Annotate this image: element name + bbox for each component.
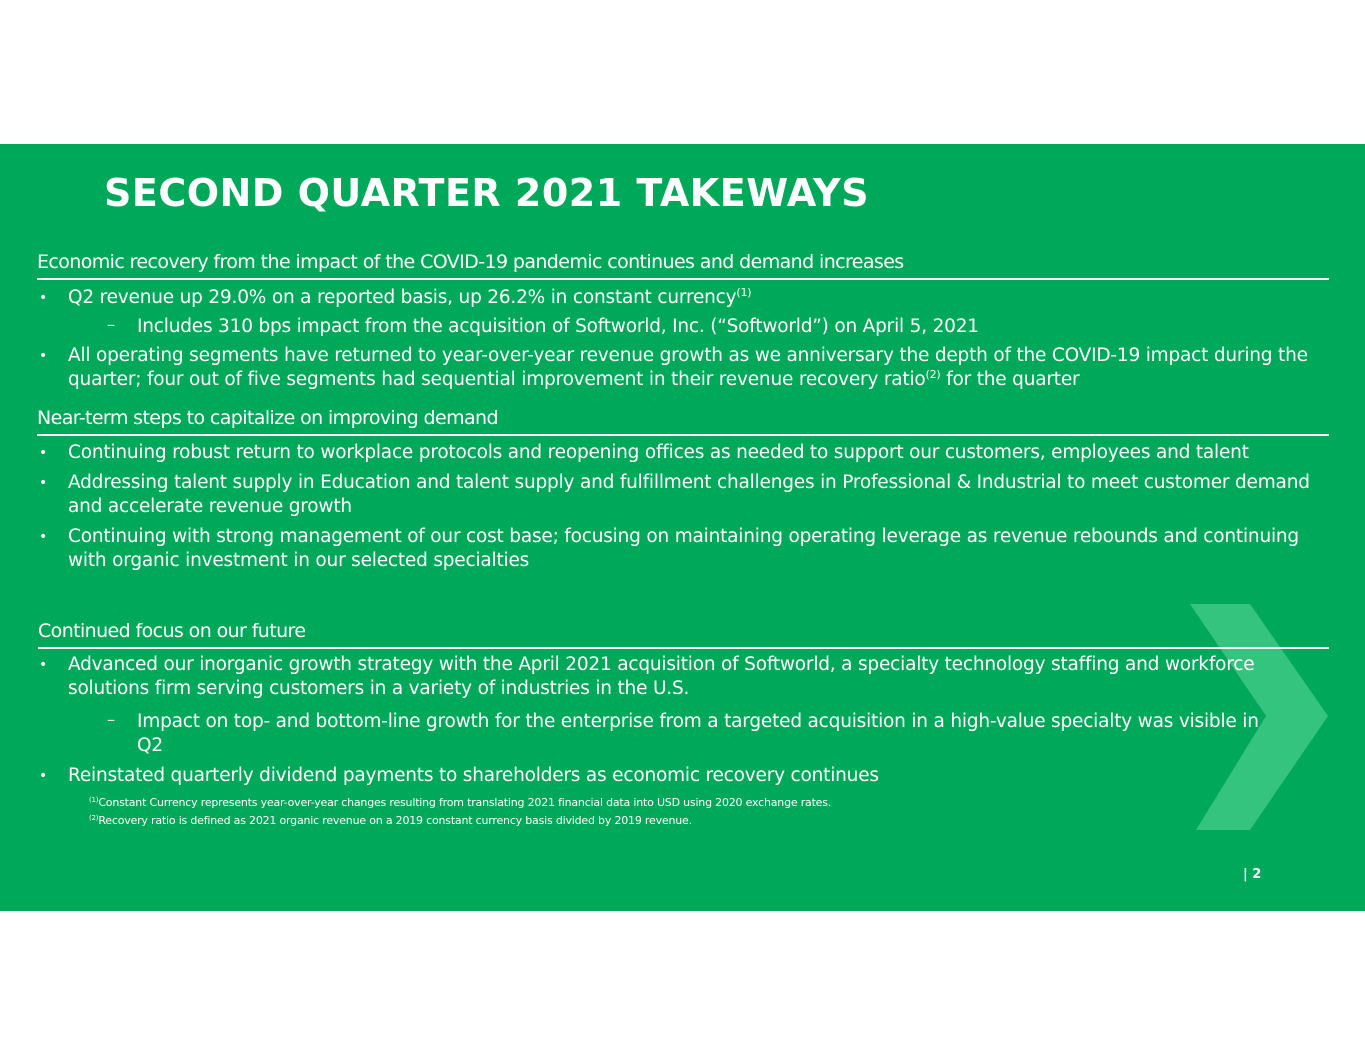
footnote-1 xyxy=(89,796,831,809)
bullet-text-tail: for the quarter xyxy=(940,369,1080,390)
bullet-icon: • xyxy=(39,657,48,673)
section-list-economic-recovery xyxy=(37,286,1327,392)
sub-list-item xyxy=(37,315,1327,339)
bullet-text: Advanced our inorganic growth strategy with the April 2021 acquisition of Softworld, a specialty technology staffing and workforce solutions firm serving customers in a variety of industries in the U.S. xyxy=(68,654,1255,699)
bullet-icon: • xyxy=(39,290,48,306)
footnote-text: Constant Currency represents year-over-year changes resulting from translating 2021 financial data into USD using 2020 exchange rates. xyxy=(98,796,832,809)
dash-icon: – xyxy=(107,710,115,729)
bullet-icon: • xyxy=(39,768,48,784)
sub-list-item xyxy=(37,710,1327,758)
page-number: | 2 xyxy=(1243,867,1262,882)
bullet-text: All operating segments have returned to year-over-year revenue growth as we anniversary the depth of the COVID-19 impact during the quarter; four out of five segments had sequential improvement in their revenue recovery ratio xyxy=(68,345,1308,390)
footnote-marker: (1) xyxy=(89,796,99,804)
list-item xyxy=(37,441,1327,465)
section-heading-economic-recovery: Economic recovery from the impact of the COVID-19 pandemic continues and demand increases xyxy=(37,250,1329,280)
bullet-text: Continuing with strong management of our cost base; focusing on maintaining operating leverage as revenue rebounds and continuing with organic investment in our selected specialties xyxy=(68,526,1299,571)
footnote-2 xyxy=(89,814,692,827)
bullet-text: Q2 revenue up 29.0% on a reported basis, up 26.2% in constant currency xyxy=(68,287,737,308)
bullet-text: Continuing robust return to workplace protocols and reopening offices as needed to support our customers, employees and talent xyxy=(68,442,1249,463)
list-item xyxy=(37,344,1327,392)
bullet-icon: • xyxy=(39,475,48,491)
footnote-marker: (2) xyxy=(89,814,99,822)
list-item xyxy=(37,653,1327,701)
footnote-text: Recovery ratio is defined as 2021 organic revenue on a 2019 constant currency basis divided by 2019 revenue. xyxy=(98,814,692,827)
list-item xyxy=(37,471,1327,519)
list-item xyxy=(37,764,1327,788)
list-item xyxy=(37,286,1327,310)
footnote-ref: (1) xyxy=(736,286,752,299)
page-title: SECOND QUARTER 2021 TAKEWAYS xyxy=(104,171,870,215)
list-item xyxy=(37,525,1327,573)
section-heading-future-focus: Continued focus on our future xyxy=(38,619,1329,649)
sub-bullet-text: Impact on top- and bottom-line growth for the enterprise from a targeted acquisition in a high-value specialty was visible in Q2 xyxy=(137,711,1259,756)
section-list-future-focus xyxy=(37,653,1327,788)
footnote-ref: (2) xyxy=(925,368,941,381)
section-heading-near-term-steps: Near-term steps to capitalize on improving demand xyxy=(37,406,1329,436)
bullet-text: Reinstated quarterly dividend payments to shareholders as economic recovery continues xyxy=(68,765,879,786)
dash-icon: – xyxy=(107,315,115,334)
sub-bullet-text: Includes 310 bps impact from the acquisition of Softworld, Inc. (“Softworld”) on April 5, 2021 xyxy=(137,316,979,337)
slide xyxy=(0,144,1365,911)
bullet-text: Addressing talent supply in Education and talent supply and fulfillment challenges in Professional & Industrial to meet customer demand and accelerate revenue growth xyxy=(68,472,1310,517)
section-list-near-term-steps xyxy=(37,441,1327,573)
bullet-icon: • xyxy=(39,529,48,545)
bullet-icon: • xyxy=(39,445,48,461)
bullet-icon: • xyxy=(39,348,48,364)
